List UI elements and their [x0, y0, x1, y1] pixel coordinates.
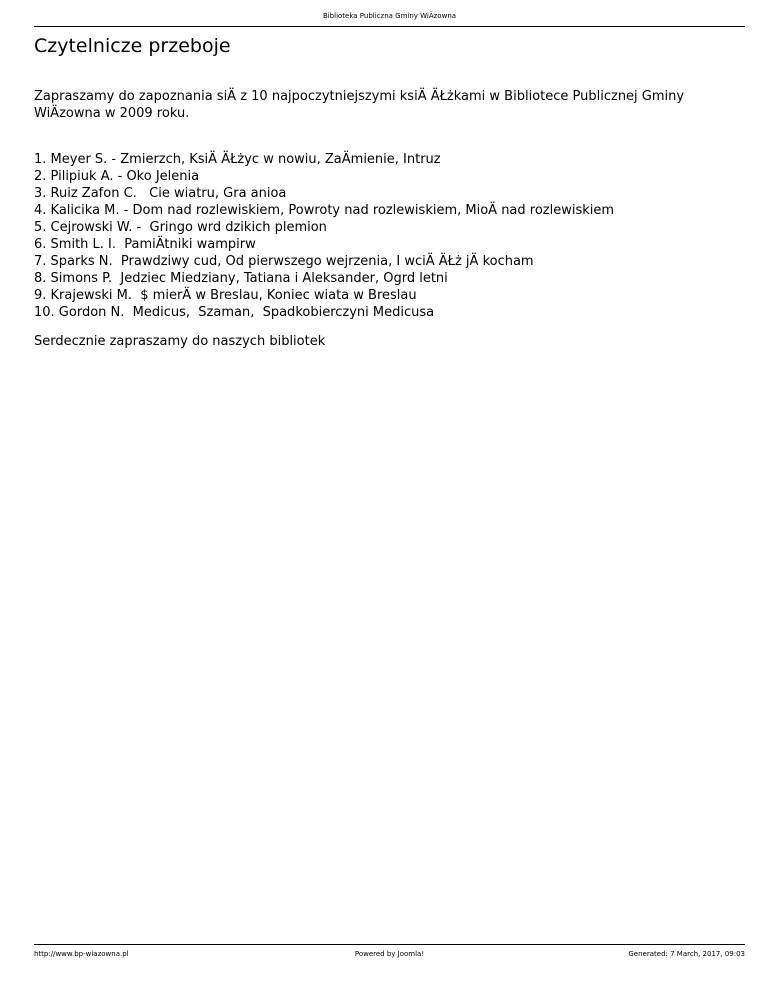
- book-item-10: 10. Gordon N. Medicus, Szaman, Spadkobierczyni Medicusa: [34, 305, 435, 320]
- page-footer: [34, 944, 745, 965]
- footer-url[interactable]: http://www.bp-wiazowna.pl: [34, 950, 129, 958]
- book-item-3: 3. Ruiz Zafon C. Cie wiatru, Gra anioa: [34, 186, 287, 201]
- book-item-9: 9. Krajewski M. $ mierÄ w Breslau, Koniec wiata w Breslau: [34, 288, 417, 303]
- book-item-6: 6. Smith L. I. PamiÄtniki wampirw: [34, 237, 256, 252]
- book-item-4: 4. Kalicika M. - Dom nad rozlewiskiem, Powroty nad rozlewiskiem, MioÄ nad rozlewiskiem: [34, 203, 615, 218]
- closing-text: Serdecznie zapraszamy do naszych bibliotek: [34, 334, 326, 349]
- footer-powered-by: Powered by Joomla!: [354, 950, 425, 958]
- spacer: [34, 122, 744, 139]
- book-item-7: 7. Sparks N. Prawdziwy cud, Od pierwszego wejrzenia, I wciÄ ÄŁż jÄ kocham: [34, 254, 534, 269]
- intro-text: Zapraszamy do zapoznania siÄ z 10 najpoczytniejszymi ksiÄ ÄŁżkami w Bibliotece Publicznej Gminy WiÄzowna w 2009 roku.: [34, 89, 689, 121]
- article-body: [34, 88, 744, 350]
- book-item-5: 5. Cejrowski W. - Gringo wrd dzikich plemion: [34, 220, 327, 235]
- book-item-1: 1. Meyer S. - Zmierzch, KsiÄ ÄŁżyc w nowiu, ZaÄmienie, Intruz: [34, 152, 441, 167]
- footer-generated-date: Generated: 7 March, 2017, 09:03: [628, 950, 745, 958]
- page-title: Czytelnicze przeboje: [34, 35, 231, 57]
- header-divider: [34, 26, 745, 27]
- book-item-8: 8. Simons P. Jedziec Miedziany, Tatiana i Aleksander, Ogrd letni: [34, 271, 448, 286]
- book-item-2: 2. Pilipiuk A. - Oko Jelenia: [34, 169, 200, 184]
- page-header-site-name: Biblioteka Publiczna Gminy WiÄzowna: [322, 12, 457, 20]
